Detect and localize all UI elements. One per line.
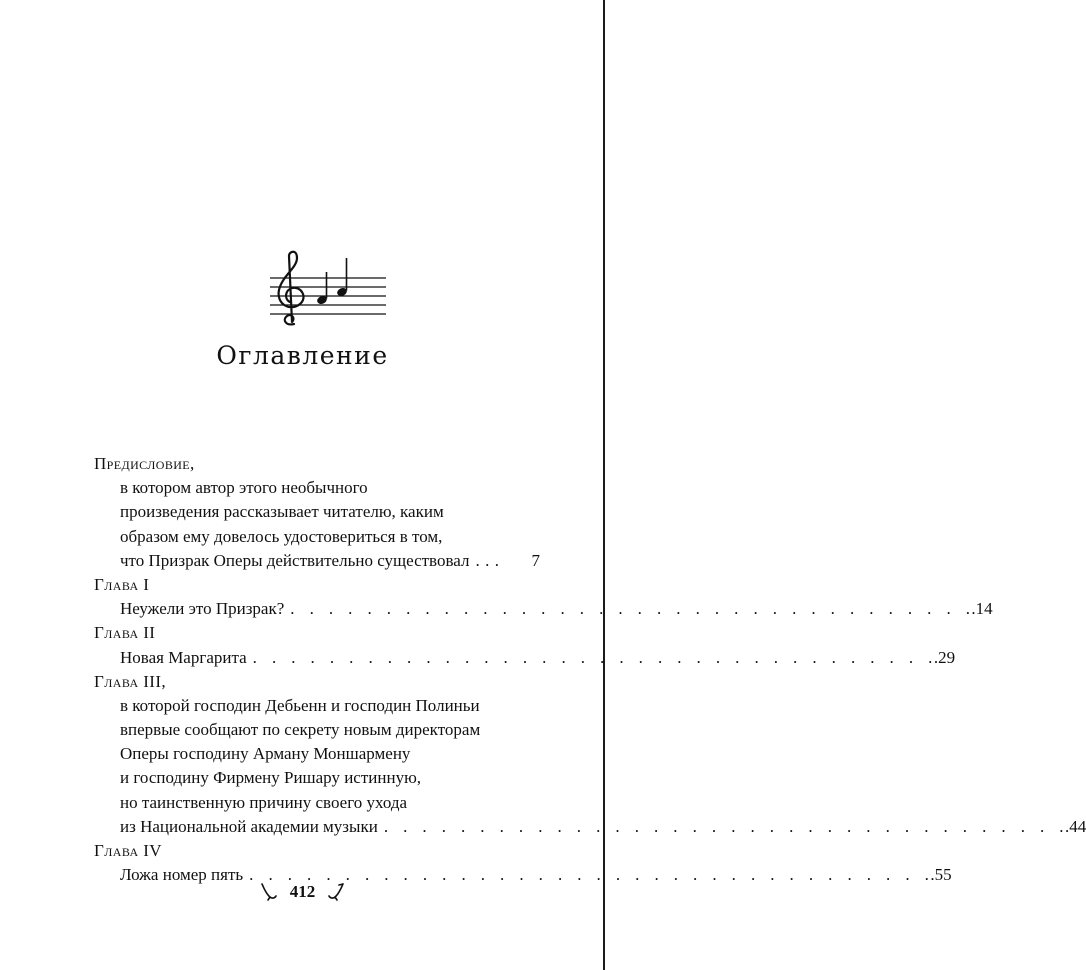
toc-chapter-heading: Глава I <box>94 574 150 594</box>
page-folio <box>0 882 605 902</box>
toc-page-number: .29 <box>933 647 956 667</box>
dot-leader: . . . . . . . . . . . . . . . . . . . . . . . . . . . . . . . . . . . . <box>290 599 976 619</box>
toc-chapter-title: Ложа номер пять <box>120 865 244 885</box>
toc-chapter-line: но таинственную причину своего ухода <box>120 792 408 812</box>
toc-chapter-heading: Глава IV <box>94 841 162 860</box>
dot-leader: ... <box>475 550 505 570</box>
toc-page-number: .55 <box>930 865 952 885</box>
treble-clef-staff-icon <box>270 250 386 330</box>
toc-chapter-entry[interactable] <box>94 597 993 621</box>
dot-leader: . . . . . . . . . . . . . . . . . . . . . . . . . . . . . . . . . . . . <box>252 647 938 667</box>
toc-chapter-line: впервые сообщают по секрету новым директорам <box>120 720 481 740</box>
toc-chapter-heading: Глава III, <box>94 671 167 691</box>
toc-chapter-heading: Глава II <box>94 623 156 643</box>
dot-leader: . . . . . . . . . . . . . . . . . . . . . . . . . . . . . . . . . . . . <box>383 816 1069 836</box>
page-title: Оглавление <box>216 341 389 370</box>
toc-page-number: .44 <box>1064 816 1086 836</box>
toc-chapter-line: из Национальной академии музыки <box>120 816 378 836</box>
toc-page-number: 7 <box>531 550 540 570</box>
toc-page-number: .14 <box>971 599 993 619</box>
dot-leader: . . . . . . . . . . . . . . . . . . . . . . . . . . . . . . . . . . . . <box>249 865 935 885</box>
toc-preface-heading: Предисловие, <box>94 454 195 473</box>
table-of-contents <box>94 452 1086 887</box>
toc-chapter-title: Неужели это Призрак? <box>120 599 285 619</box>
toc-preface-line: в котором автор этого необычного <box>120 478 368 498</box>
toc-chapter-title: Новая Маргарита <box>120 647 247 667</box>
left-flourish-icon <box>260 882 278 902</box>
right-flourish-icon <box>327 882 345 902</box>
toc-preface-entry[interactable] <box>94 549 540 573</box>
toc-chapter-line: и господину Фирмену Ришару истинную, <box>120 768 422 788</box>
toc-chapter-line: в которой господин Дебьенн и господин Полиньи <box>120 695 480 715</box>
toc-chapter-entry[interactable] <box>94 646 956 670</box>
toc-preface-line: что Призрак Оперы действительно существовал <box>120 550 470 570</box>
page-number: 412 <box>289 882 316 901</box>
toc-preface-line: образом ему довелось удостовериться в том, <box>120 526 443 546</box>
toc-preface-line: произведения рассказывает читателю, каким <box>120 502 444 522</box>
toc-chapter-entry[interactable] <box>94 815 1086 839</box>
toc-chapter-line: Оперы господину Арману Моншармену <box>120 744 411 764</box>
